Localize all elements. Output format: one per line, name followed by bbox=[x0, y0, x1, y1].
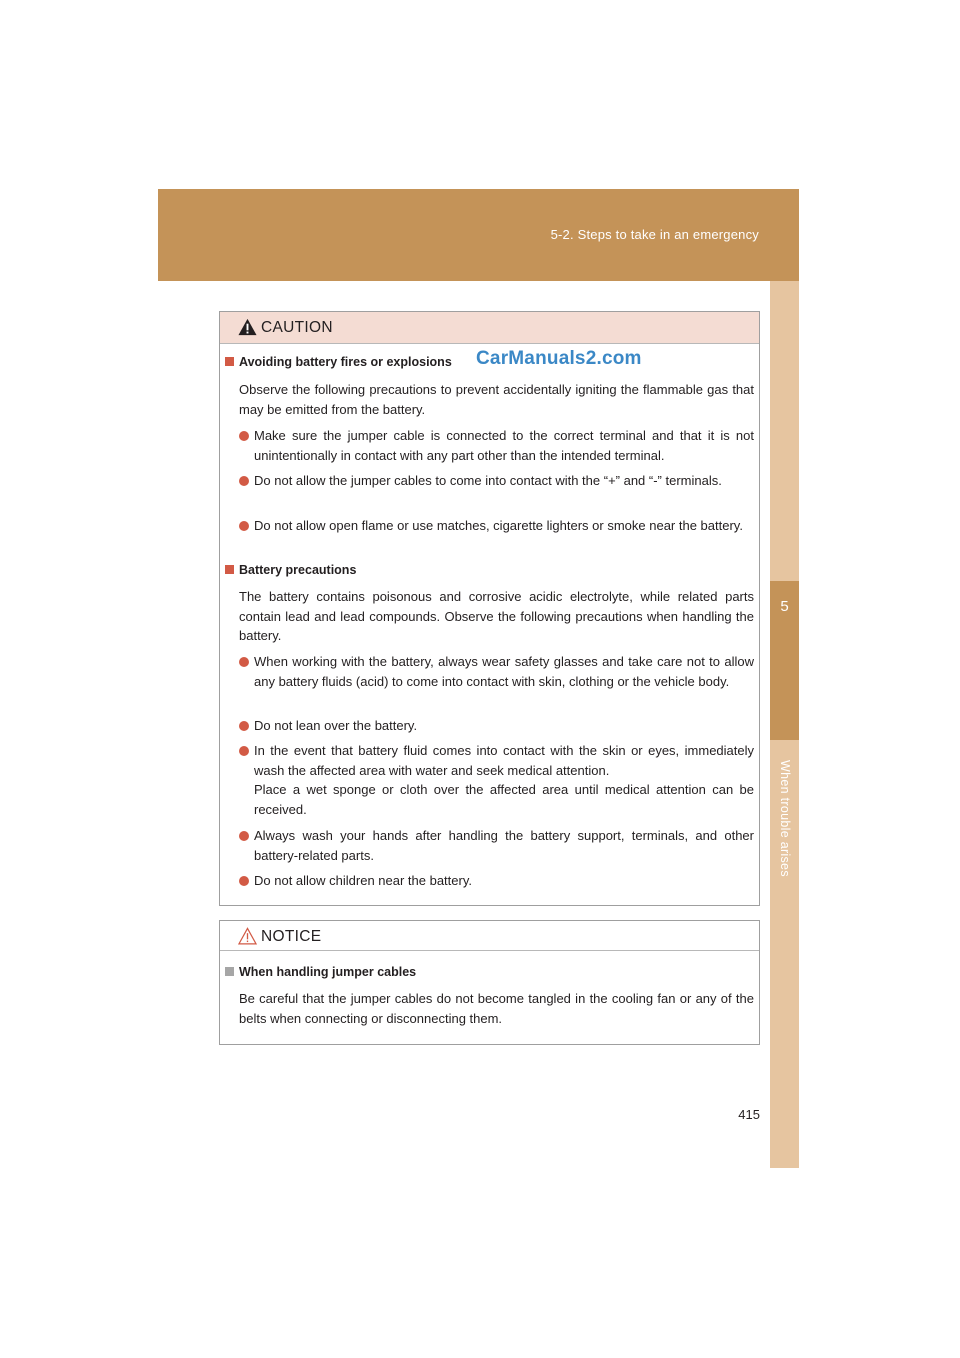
section-header-band bbox=[158, 189, 799, 281]
section-intro: Be careful that the jumper cables do not become tangled in the cooling fan or any of the belts when connecting or disconnecting them. bbox=[239, 991, 754, 1026]
section-title-battery-fires: Avoiding battery fires or explosions bbox=[225, 355, 452, 369]
list-item: Do not allow children near the battery. bbox=[239, 871, 754, 891]
notice-header bbox=[220, 921, 759, 951]
warning-triangle-outline-icon bbox=[238, 927, 257, 945]
bullet-dot-icon bbox=[239, 657, 249, 667]
square-bullet-icon bbox=[225, 565, 234, 574]
notice-box bbox=[219, 920, 760, 1045]
list-item: Do not lean over the battery. bbox=[239, 716, 754, 736]
caution-box bbox=[219, 311, 760, 906]
square-bullet-icon bbox=[225, 357, 234, 366]
bullet-dot-icon bbox=[239, 876, 249, 886]
watermark-logo: CarManuals2.com bbox=[476, 348, 642, 369]
caution-header bbox=[220, 312, 759, 344]
caution-label: CAUTION bbox=[261, 319, 333, 336]
bullet-dot-icon bbox=[239, 476, 249, 486]
section-title-jumper-cables: When handling jumper cables bbox=[225, 965, 416, 979]
list-item: Make sure the jumper cable is connected to the correct terminal and that it is not unintentionally in contact with any part other than the intended terminal. bbox=[239, 426, 754, 465]
list-item: Always wash your hands after handling the battery support, terminals, and other battery-related parts. bbox=[239, 826, 754, 865]
list-item: In the event that battery fluid comes into contact with the skin or eyes, immediately wash the affected area with water and seek medical attention. bbox=[239, 741, 754, 780]
bullet-dot-icon bbox=[239, 721, 249, 731]
square-bullet-icon bbox=[225, 967, 234, 976]
bullet-dot-icon bbox=[239, 831, 249, 841]
section-title: 5-2. Steps to take in an emergency bbox=[550, 227, 759, 242]
list-item: When working with the battery, always wear safety glasses and take care not to allow any battery fluids (acid) to come into contact with skin, clothing or the vehicle body. bbox=[239, 652, 754, 691]
section-intro: Observe the following precautions to prevent accidentally igniting the flammable gas that may be emitted from the battery. bbox=[239, 382, 754, 417]
notice-label: NOTICE bbox=[261, 928, 322, 945]
bullet-dot-icon bbox=[239, 746, 249, 756]
page-number: 415 bbox=[738, 1107, 760, 1122]
warning-triangle-icon bbox=[238, 318, 257, 336]
chapter-number: 5 bbox=[780, 598, 789, 615]
section-title-battery-precautions: Battery precautions bbox=[225, 563, 356, 577]
bullet-dot-icon bbox=[239, 431, 249, 441]
list-item: Do not allow the jumper cables to come into contact with the “+” and “-” terminals. bbox=[239, 471, 754, 491]
list-item-continuation: Place a wet sponge or cloth over the affected area until medical attention can be received. bbox=[254, 782, 754, 817]
bullet-dot-icon bbox=[239, 521, 249, 531]
section-intro: The battery contains poisonous and corrosive acidic electrolyte, while related parts contain lead and lead compounds. Observe the following precautions when handling the battery. bbox=[239, 589, 754, 643]
chapter-title: When trouble arises bbox=[778, 760, 792, 877]
list-item: Do not allow open flame or use matches, cigarette lighters or smoke near the battery. bbox=[239, 516, 754, 536]
